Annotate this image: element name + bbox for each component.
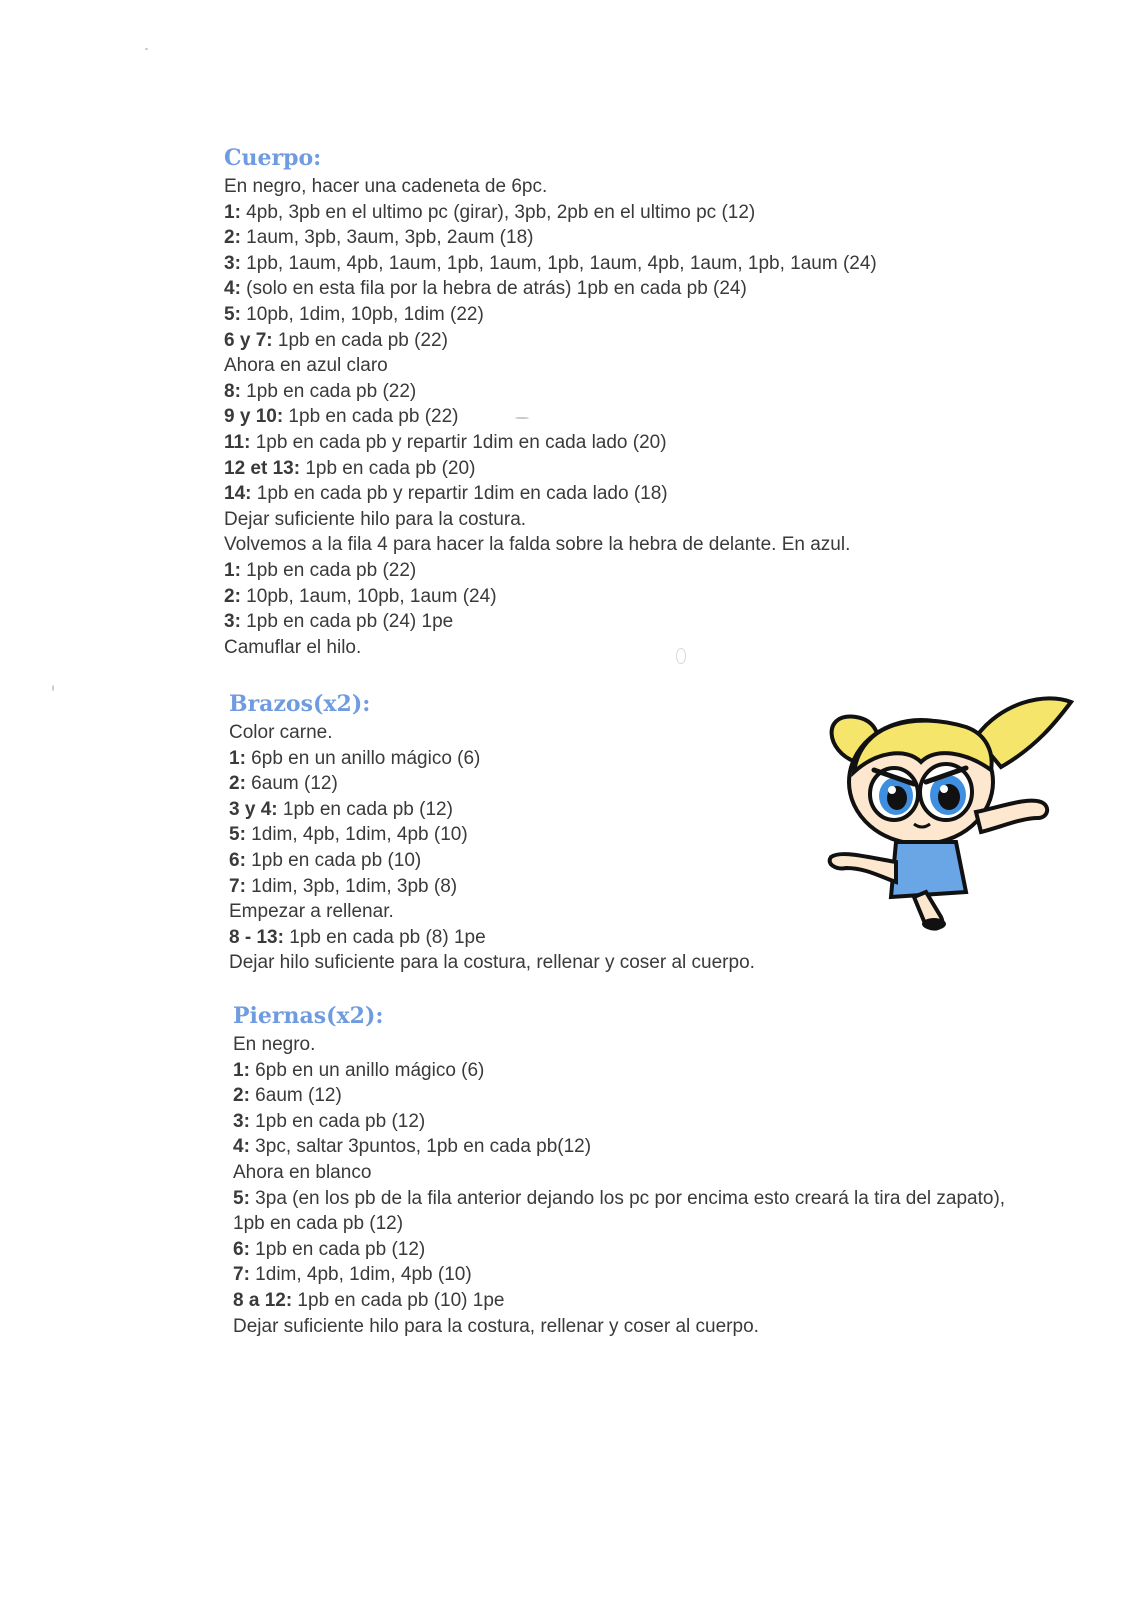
note-text bbox=[229, 720, 755, 746]
row-number: 4: bbox=[233, 1136, 250, 1158]
row-text: 3pa (en los pb de la fila anterior dejando los pc por encima esto creará la tira del zapato), 1pb en cada pb (12) bbox=[233, 1187, 1006, 1235]
note-text bbox=[229, 899, 755, 925]
instruction-list bbox=[233, 1032, 1033, 1339]
row-number: 11: bbox=[224, 431, 251, 453]
row-number: 1: bbox=[229, 747, 246, 769]
row-text: 1pb en cada pb (12) bbox=[249, 1110, 426, 1132]
row-number: 2: bbox=[224, 227, 241, 249]
dress bbox=[891, 842, 966, 897]
row-text: 1pb, 1aum, 4pb, 1aum, 1pb, 1aum, 1pb, 1aum, 4pb, 1aum, 1pb, 1aum (24) bbox=[240, 252, 877, 274]
instruction-row bbox=[224, 302, 877, 328]
row-text: 10pb, 1dim, 10pb, 1dim (22) bbox=[240, 303, 484, 325]
note-text bbox=[224, 353, 877, 379]
instruction-row bbox=[229, 848, 755, 874]
row-number: 2: bbox=[224, 585, 241, 607]
row-text: (solo en esta fila por la hebra de atrás) 1pb en cada pb (24) bbox=[240, 278, 747, 300]
instruction-row bbox=[229, 822, 755, 848]
row-number: 1: bbox=[233, 1059, 250, 1081]
instruction-row bbox=[224, 456, 877, 482]
section-cuerpo bbox=[224, 144, 877, 660]
row-text: 1aum, 3pb, 3aum, 3pb, 2aum (18) bbox=[240, 227, 534, 249]
row-text: Dejar suficiente hilo para la costura. bbox=[224, 508, 527, 530]
instruction-row bbox=[233, 1237, 1033, 1263]
note-text bbox=[224, 507, 877, 533]
section-heading: Cuerpo: bbox=[224, 145, 322, 171]
row-number: 3: bbox=[224, 611, 241, 633]
row-text: 1pb en cada pb (20) bbox=[300, 457, 476, 479]
row-number: 4: bbox=[224, 278, 241, 300]
row-number: 8 - 13: bbox=[229, 926, 284, 948]
row-text: 1pb en cada pb (12) bbox=[277, 798, 453, 820]
row-text: 1dim, 3pb, 1dim, 3pb (8) bbox=[245, 875, 458, 897]
note-text bbox=[229, 950, 755, 976]
instruction-row bbox=[224, 276, 877, 302]
instruction-list bbox=[224, 174, 877, 660]
row-number: 1: bbox=[224, 559, 241, 581]
instruction-row bbox=[229, 771, 755, 797]
row-number: 1: bbox=[224, 201, 241, 223]
row-text: 1pb en cada pb (8) 1pe bbox=[283, 926, 486, 948]
row-number: 6 y 7: bbox=[224, 329, 273, 351]
instruction-row bbox=[229, 874, 755, 900]
row-text: Camuflar el hilo. bbox=[224, 636, 362, 658]
row-number: 3: bbox=[233, 1110, 250, 1132]
row-number: 8: bbox=[224, 380, 241, 402]
instruction-row bbox=[224, 200, 877, 226]
row-number: 8 a 12: bbox=[233, 1289, 293, 1311]
instruction-row bbox=[224, 251, 877, 277]
character-illustration bbox=[826, 692, 1076, 932]
section-heading: Brazos(x2): bbox=[229, 691, 371, 717]
row-text: 10pb, 1aum, 10pb, 1aum (24) bbox=[240, 585, 497, 607]
instruction-row bbox=[224, 404, 877, 430]
section-heading: Piernas(x2): bbox=[233, 1003, 384, 1029]
leg-kick bbox=[830, 854, 896, 882]
row-text: Color carne. bbox=[229, 722, 333, 743]
section-brazos bbox=[229, 690, 755, 976]
instruction-row bbox=[224, 225, 877, 251]
row-number: 3: bbox=[224, 252, 241, 274]
instruction-row bbox=[233, 1058, 1033, 1084]
row-text: 6aum (12) bbox=[249, 1085, 342, 1107]
instruction-row bbox=[233, 1288, 1033, 1314]
row-text: En negro. bbox=[233, 1034, 316, 1055]
row-number: 12 et 13: bbox=[224, 457, 301, 479]
instruction-row bbox=[233, 1134, 1033, 1160]
row-number: 2: bbox=[233, 1085, 250, 1107]
row-number: 6: bbox=[233, 1238, 250, 1260]
row-number: 5: bbox=[233, 1187, 250, 1209]
instruction-row bbox=[224, 328, 877, 354]
instruction-row bbox=[233, 1109, 1033, 1135]
note-text bbox=[233, 1032, 1033, 1058]
instruction-row bbox=[229, 925, 755, 951]
row-text: 1pb en cada pb (22) bbox=[272, 329, 448, 351]
instruction-row bbox=[224, 609, 877, 635]
row-number: 2: bbox=[229, 773, 246, 795]
row-number: 5: bbox=[224, 303, 241, 325]
row-text: Dejar suficiente hilo para la costura, rellenar y coser al cuerpo. bbox=[233, 1315, 759, 1337]
section-piernas bbox=[233, 1002, 1033, 1339]
row-text: Dejar hilo suficiente para la costura, rellenar y coser al cuerpo. bbox=[229, 952, 755, 974]
row-text: 1pb en cada pb (22) bbox=[240, 380, 417, 402]
row-text: Ahora en azul claro bbox=[224, 355, 388, 377]
instruction-row bbox=[224, 379, 877, 405]
instruction-row bbox=[224, 430, 877, 456]
row-number: 14: bbox=[224, 483, 252, 505]
row-number: 9 y 10: bbox=[224, 406, 284, 428]
row-text: Volvemos a la fila 4 para hacer la falda sobre la hebra de delante. En azul. bbox=[224, 534, 851, 556]
row-text: Empezar a rellenar. bbox=[229, 901, 394, 923]
instruction-row bbox=[229, 797, 755, 823]
instruction-list bbox=[229, 720, 755, 976]
row-number: 3 y 4: bbox=[229, 798, 278, 820]
row-text: 4pb, 3pb en el ultimo pc (girar), 3pb, 2pb en el ultimo pc (12) bbox=[240, 201, 756, 223]
note-text bbox=[224, 532, 877, 558]
row-number: 6: bbox=[229, 849, 246, 871]
note-text bbox=[233, 1314, 1033, 1340]
row-text: 1pb en cada pb y repartir 1dim en cada lado (20) bbox=[250, 431, 667, 453]
instruction-row bbox=[224, 584, 877, 610]
row-number: 7: bbox=[229, 875, 246, 897]
row-text: 1pb en cada pb (22) bbox=[283, 406, 459, 428]
instruction-row bbox=[229, 746, 755, 772]
row-text: 6pb en un anillo mágico (6) bbox=[245, 747, 481, 769]
row-text: 1dim, 4pb, 1dim, 4pb (10) bbox=[249, 1264, 472, 1286]
row-text: 3pc, saltar 3puntos, 1pb en cada pb(12) bbox=[249, 1136, 592, 1158]
instruction-row bbox=[224, 481, 877, 507]
row-text: 1pb en cada pb (12) bbox=[249, 1238, 426, 1260]
instruction-row bbox=[224, 558, 877, 584]
row-number: 5: bbox=[229, 824, 246, 846]
row-text: En negro, hacer una cadeneta de 6pc. bbox=[224, 176, 548, 197]
row-text: 1pb en cada pb y repartir 1dim en cada lado (18) bbox=[251, 483, 668, 505]
instruction-row bbox=[233, 1083, 1033, 1109]
note-text bbox=[233, 1160, 1033, 1186]
row-text: 1pb en cada pb (22) bbox=[240, 559, 417, 581]
row-text: 1dim, 4pb, 1dim, 4pb (10) bbox=[245, 824, 468, 846]
row-text: 1pb en cada pb (10) bbox=[245, 849, 422, 871]
row-number: 7: bbox=[233, 1264, 250, 1286]
shoe bbox=[922, 918, 946, 930]
row-text: Ahora en blanco bbox=[233, 1161, 372, 1183]
instruction-row bbox=[233, 1186, 1033, 1237]
row-text: 6pb en un anillo mágico (6) bbox=[249, 1059, 485, 1081]
row-text: 1pb en cada pb (10) 1pe bbox=[292, 1289, 505, 1311]
note-text bbox=[224, 174, 877, 200]
row-text: 6aum (12) bbox=[245, 773, 338, 795]
note-text bbox=[224, 635, 877, 661]
instruction-row bbox=[233, 1262, 1033, 1288]
row-text: 1pb en cada pb (24) 1pe bbox=[240, 611, 454, 633]
